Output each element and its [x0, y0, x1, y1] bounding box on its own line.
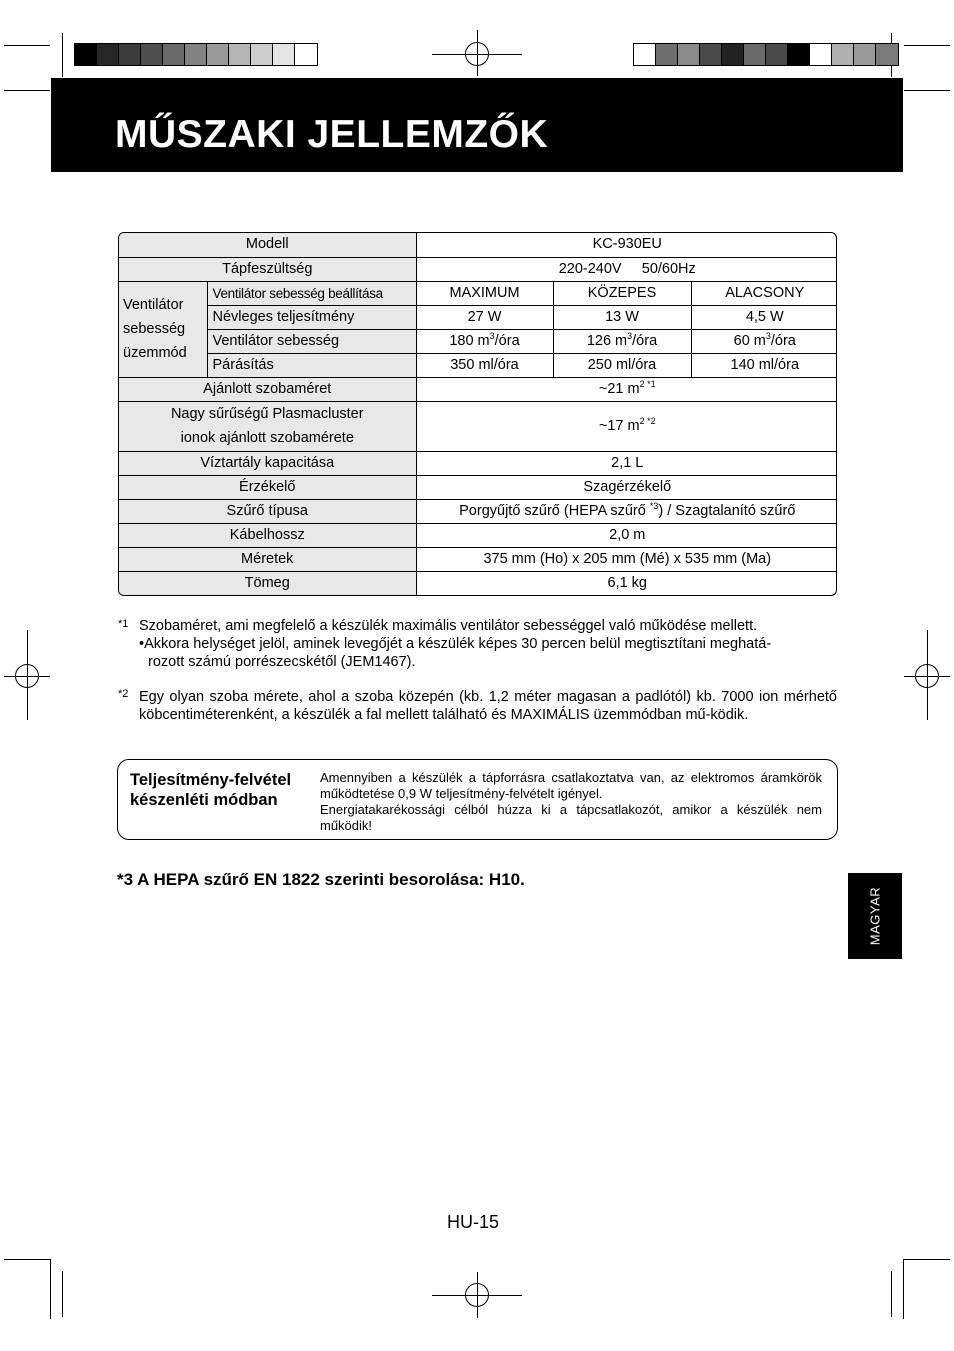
sensor-label: Érzékelő: [119, 475, 416, 499]
room-value: ~21 $m^{2 *1}$: [416, 377, 837, 401]
table-row: [119, 401, 837, 451]
fan-max: 180 $m^3$/óra: [416, 329, 553, 353]
color-swatch: [273, 44, 295, 65]
color-swatch: [207, 44, 229, 65]
page-number: HU-15: [447, 1212, 500, 1232]
color-bar-right: [633, 43, 899, 66]
table-row: [119, 571, 837, 595]
fan-label: Ventilátor sebesség: [207, 329, 416, 353]
table-row: [119, 523, 837, 547]
color-swatch: [163, 44, 185, 65]
footnote-1: Szobaméret, ami megfelelő a készülék maximális ventilátor sebességgel való működése mellett. •Akkora helységet jelöl, aminek levegőjét a készülék képes 30 percen belül megtisztítani meghatá- rozott számú porrészecskétől (JEM1467).: [139, 618, 772, 670]
power-label: Névleges teljesítmény: [207, 305, 416, 329]
table-row: [119, 233, 837, 257]
color-swatch: [295, 44, 317, 65]
table-row: [119, 257, 837, 281]
standby-text: Amennyiben a készülék a tápforrásra csatlakoztatva van, az elektromos áramkörök működtetése 0,9 W teljesítmény-felvételt igényel. Energiatakarékossági célból húzza ki a tápcsatlakozót, amikor a készülék nem működik!: [320, 770, 822, 833]
table-row: [119, 547, 837, 571]
humid-low: 140 ml/óra: [691, 353, 837, 377]
table-row: [119, 377, 837, 401]
title-band: [51, 78, 903, 172]
color-swatch: [97, 44, 119, 65]
footnote-2-mark: *2: [118, 688, 129, 700]
level-low: ALACSONY: [691, 281, 837, 305]
color-swatch: [656, 44, 678, 65]
table-row: [119, 329, 837, 353]
sensor-value: Szagérzékelő: [416, 475, 837, 499]
humid-mid: 250 ml/óra: [553, 353, 691, 377]
filter-value: Porgyűjtő szűrő (HEPA szűrő $^{*3}$) / Szagtalanító szűrő: [416, 499, 837, 523]
table-row: [119, 451, 837, 475]
fan-mid: 126 $m^3$/óra: [553, 329, 691, 353]
table-row: [119, 305, 837, 329]
filter-label: Szűrő típusa: [119, 499, 416, 523]
power-mid: 13 W: [553, 305, 691, 329]
hepa-note: *3 A HEPA szűrő EN 1822 szerinti besorolása: H10.: [117, 870, 525, 889]
table-row: [119, 475, 837, 499]
humid-label: Párásítás: [207, 353, 416, 377]
model-label: Modell: [119, 233, 416, 257]
plasma-value: ~17 $m^{2 *2}$: [416, 401, 837, 451]
color-swatch: [229, 44, 251, 65]
color-swatch: [678, 44, 700, 65]
table-row: [119, 499, 837, 523]
spec-table: [118, 232, 837, 596]
color-swatch: [810, 44, 832, 65]
weight-label: Tömeg: [119, 571, 416, 595]
color-swatch: [251, 44, 273, 65]
color-swatch: [141, 44, 163, 65]
table-row: [119, 353, 837, 377]
color-swatch: [634, 44, 656, 65]
page-title: MŰSZAKI JELLEMZŐK: [115, 113, 549, 156]
plasma-label: Nagy sűrűségű Plasmacluster ionok ajánlott szobamérete: [119, 401, 416, 451]
color-swatch: [722, 44, 744, 65]
color-swatch: [876, 44, 898, 65]
level-mid: KÖZEPES: [553, 281, 691, 305]
dims-label: Méretek: [119, 547, 416, 571]
power-low: 4,5 W: [691, 305, 837, 329]
footnote-1-mark: *1: [118, 618, 129, 630]
humid-max: 350 ml/óra: [416, 353, 553, 377]
table-row: [119, 281, 837, 305]
tank-value: 2,1 L: [416, 451, 837, 475]
power-max: 27 W: [416, 305, 553, 329]
cable-label: Kábelhossz: [119, 523, 416, 547]
color-swatch: [700, 44, 722, 65]
color-swatch: [788, 44, 810, 65]
model-value: KC-930EU: [416, 233, 837, 257]
footnote-2: Egy olyan szoba mérete, ahol a szoba közepén (kb. 1,2 méter magasan a padlótól) kb. 7000 ion mérhető köbcentiméterenként, a készülék a fal mellett található és MAXIMÁLIS üzemmódban mű-ködik.: [139, 689, 837, 723]
color-swatch: [854, 44, 876, 65]
color-swatch: [119, 44, 141, 65]
fan-low: 60 $m^3$/óra: [691, 329, 837, 353]
level-max: MAXIMUM: [416, 281, 553, 305]
weight-value: 6,1 kg: [416, 571, 837, 595]
mode-group-label: Ventilátor sebesség üzemmód: [119, 281, 207, 377]
language-tab: MAGYAR: [848, 873, 902, 959]
room-label: Ajánlott szobaméret: [119, 377, 416, 401]
color-swatch: [75, 44, 97, 65]
color-swatch: [766, 44, 788, 65]
color-swatch: [832, 44, 854, 65]
color-swatch: [744, 44, 766, 65]
cable-value: 2,0 m: [416, 523, 837, 547]
dims-value: 375 mm (Ho) x 205 mm (Mé) x 535 mm (Ma): [416, 547, 837, 571]
standby-power-box: [117, 759, 838, 840]
color-swatch: [185, 44, 207, 65]
color-bar-left: [74, 43, 318, 66]
standby-title: Teljesítmény-felvétel készenléti módban: [130, 771, 292, 809]
voltage-value: 220-240V 50/60Hz: [416, 257, 837, 281]
voltage-label: Tápfeszültség: [119, 257, 416, 281]
tank-label: Víztartály kapacitása: [119, 451, 416, 475]
setting-label: Ventilátor sebesség beállítása: [207, 281, 416, 305]
